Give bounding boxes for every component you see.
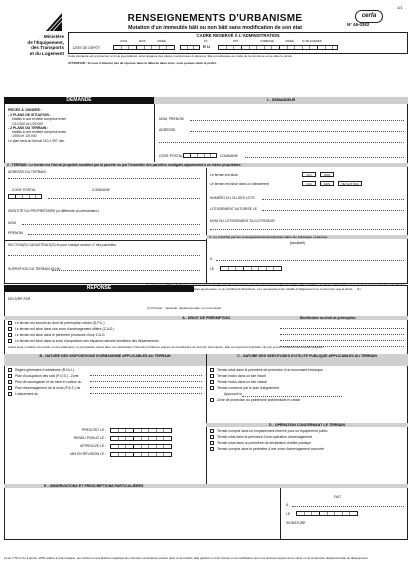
pieces-list: - 2 PLANS DE SITUATION : établis à une échelle comprise entre 1/10 000 et 1/25 000 - 2 PLANS DU TERRAIN : établis à une échelle comprise entre 1/500 et 1/5 000 Le plan sera au format 210 x 297 mm — [8, 113, 67, 143]
c-title: C - NATURE DES SERVITUDES D'UTILITÉ PUBLIQUE APPLICABLES AU TERRAIN — [206, 354, 408, 366]
checkbox[interactable] — [8, 368, 12, 372]
preemption-title: A - DROIT DE PRÉEMPTION — [4, 316, 408, 320]
lotissement-field[interactable] — [90, 393, 202, 394]
reponse-note: (1) Préciser : nationale, départementale, ou communale — [147, 306, 222, 310]
adresse-terrain-label: ADRESSE DU TERRAIN — [8, 170, 46, 174]
form-number: N° 46-0392 — [347, 22, 370, 27]
reponse-a-label: À — [286, 503, 289, 507]
nom-lotisseur-field[interactable] — [210, 229, 404, 230]
lot-ne-sait-pas-checkbox[interactable]: NE SAIT PAS — [338, 181, 362, 186]
terrain-title: 2 - TERRAIN : Le terrain est l'îlot de propriété constitué par la parcelle ou par l'ensemble des parcelles contiguës appartenant à un même propriétaire. — [4, 163, 408, 167]
d-amenagement-item: Terrain situé dans le périmètre d'une opération d'aménagement — [210, 435, 406, 441]
lot-autorise-field[interactable] — [262, 210, 404, 211]
admin-col-dept: DPT — [233, 40, 239, 43]
reponse-le-label: LE — [286, 512, 291, 516]
admin-col-year2: ANNÉE — [285, 40, 294, 43]
rendu-label: RENDU PUBLIC LE : — [73, 436, 106, 440]
psmv-field[interactable] — [90, 381, 202, 382]
d-emplacement-item: Terrain compris dans un emplacement réservé pour un équipement public — [210, 429, 406, 435]
nom-lotisseur-label: NOM OU LOTISSEMENT DU LOTISSEUR — [210, 219, 275, 223]
c-alignement-item: Terrain concerné par le plan d'alignement — [210, 386, 406, 392]
c-zppau-item: Zone de protection du patrimoine architectural et urbain — [210, 398, 406, 404]
admin-col-year: ANNÉE — [157, 40, 166, 43]
deposit-date-label: DATE DE DÉPÔT — [73, 46, 101, 50]
numero-lot-field[interactable] — [262, 199, 404, 200]
c-list — [210, 368, 406, 403]
ministry-name: Ministère de l'Équipement, des Transports et du Logement — [27, 34, 64, 56]
preemption-zad-item: Le terrain est situé dans une zone d'aménagement différé (Z.A.D.) — [8, 327, 308, 333]
admin-col-pc: PC — [204, 40, 208, 43]
superficie-field[interactable] — [52, 270, 200, 271]
sections-label: SECTION(S) CADASTRALE(S) et pour chaque section n° des parcelles — [8, 243, 117, 247]
nom-proprio-field[interactable] — [22, 224, 200, 225]
delivre-par-label: DÉLIVRÉ PAR — [8, 297, 31, 301]
demande-a-field[interactable] — [216, 260, 404, 261]
fait-label: FAIT — [334, 495, 342, 499]
beneficiaire-field-2[interactable] — [280, 334, 404, 335]
commune-terrain-label: COMMUNE — [92, 188, 110, 192]
b-pos-item: Plan d'occupation des sols (P.O.S.) - Zone — [8, 374, 204, 380]
nom-prenom-field[interactable] — [190, 120, 404, 121]
checkbox[interactable] — [8, 392, 12, 396]
reponse-title: RÉPONSE — [4, 285, 194, 292]
checkbox[interactable] — [8, 386, 12, 390]
checkbox[interactable] — [210, 386, 214, 390]
checkbox[interactable] — [8, 374, 12, 378]
c-site-classe-item: Terrain inclus dans un site classé — [210, 380, 406, 386]
identite-label: IDENTITÉ DU PROPRIÉTAIRE (si différente du demandeur) — [8, 209, 99, 213]
checkbox[interactable] — [8, 327, 12, 331]
pieces-title: PIÈCES À JOINDRE : — [8, 108, 42, 112]
reponse-date-field[interactable] — [296, 511, 358, 516]
ministry-logo-icon — [45, 12, 63, 32]
section3-title: 3 - Le contrôle par les renseignements mentionnés dans les rubriques ci-dessus — [206, 235, 408, 239]
demande-title: DEMANDE — [4, 97, 154, 104]
beneficiaire-field-3[interactable] — [280, 340, 404, 341]
admin-title: CADRE RESERVÉ À L'ADMINISTRATION — [196, 33, 280, 38]
lot-non-checkbox[interactable]: NON — [320, 181, 334, 186]
prenom-proprio-field[interactable] — [28, 234, 200, 235]
terrain-situe-label: Le terrain est situé — [210, 173, 238, 177]
numero-lot-label: NUMÉRO DU OU DES LOTS — [210, 196, 255, 200]
checkbox[interactable] — [210, 368, 214, 372]
checkbox[interactable] — [210, 435, 214, 439]
dossier-number-field[interactable] — [218, 45, 338, 50]
lot-oui-checkbox[interactable]: OUI — [302, 181, 316, 186]
approuve-date-field[interactable] — [110, 444, 172, 449]
code-postal-label: CODE POSTAL — [159, 154, 183, 158]
checkbox[interactable] — [210, 398, 214, 402]
checkbox[interactable] — [8, 380, 12, 384]
adresse-label: ADRESSE — [159, 128, 176, 132]
cerfa-logo: cerfa — [355, 10, 383, 23]
page-number: 1/1 — [397, 5, 403, 10]
checkbox[interactable] — [210, 374, 214, 378]
cp-terrain-field[interactable] — [8, 194, 42, 199]
admin-warning: ATTENTION : Si vous n'obtenez pas de réponse dans le délai de deux mois, vous pouvez saisir le préfet. — [68, 61, 217, 65]
checkbox[interactable] — [210, 441, 214, 445]
prescrit-label: PRESCRIT LE : — [81, 428, 106, 432]
checkbox[interactable] — [8, 333, 12, 337]
d-zac-item: Terrain compris dans le périmètre d'une zone d'aménagement concerté — [210, 447, 406, 453]
preemption-zad-provisoire-item: Le terrain est situé dans le périmètre provisoire d'une Z.A.D. — [8, 333, 308, 339]
b-psmv-item: Plan de sauvegarde et de mise en valeur du — [8, 380, 204, 386]
d-title: D - OPÉRATION CONCERNANT LE TERRAIN — [206, 423, 408, 427]
lot-autorise-label: LOTISSEMENT AUTORISÉ LE — [210, 207, 257, 211]
facultatif-label: (facultatif) — [290, 241, 305, 245]
superficie-label: SUPERFICIE DU TERRAIN EN M² — [8, 267, 61, 271]
form-subtitle: Mutation d'un immeuble bâti ou non bâti sans modification de son état — [128, 25, 302, 31]
demandeur-title: 1 - DEMANDEUR — [154, 97, 408, 104]
sections-field[interactable] — [8, 255, 200, 256]
pc-field[interactable] — [180, 45, 200, 50]
checkbox[interactable] — [8, 339, 12, 343]
demande-le-label: LE — [210, 267, 215, 271]
demande-date-field[interactable] — [220, 266, 282, 271]
b-rnu-item: Règles générales d'urbanisme (R.N.U.) — [8, 368, 204, 374]
rendu-date-field[interactable] — [110, 436, 172, 441]
reponse-text: Le présent certificat d'urbanisme fait état des renseignements connus à ce jour sur l'avenir immédiat du terrain. Elle constitue un simple information et ne peut en aucun cas être considérée comme une autorisation administrative quelconque, ni un certificat d'urbanisme. Les renseignements relatifs à l'alignement ne concernent que la limite ... (1) — [147, 283, 405, 291]
nom-prenom-label: NOM, PRÉNOM — [159, 117, 184, 121]
preemption-note: Avant toute mutation du terrain ou des bâtiments, le propriétaire devra faire une déclaration d'intention d'aliéner auprès du bénéficiaire du droit de préemption. Elle comportera l'indication du prix et les conditions de la vente projetée. — [8, 345, 324, 349]
e-title: E - OBSERVATIONS ET PRESCRIPTIONS PARTICULIÈRES — [4, 484, 408, 488]
nom-proprio-label: NOM — [8, 221, 16, 225]
situe-non-checkbox[interactable]: NON — [320, 172, 334, 177]
cp-terrain-label: CODE POSTAL — [12, 188, 36, 192]
footer-text: La loi n°78-17 du 6 janvier 1978 relative à l'informatique, aux fichiers et aux libertés s'applique aux données nominatives portées dans ce formulaire. Elle garantit un droit d'accès et de rectification pour ces données auprès de la mairie ou de la direction départementale de l'Équipement. — [4, 556, 369, 560]
ru-label: R U — [203, 44, 210, 49]
lotissement-label: Le terrain est situé dans un lotissement — [210, 182, 269, 186]
checkbox[interactable] — [210, 429, 214, 433]
beneficiaire-label: Bénéficiaire du droit de préemption — [300, 316, 356, 320]
b-paz-item: Plan d'aménagement de la zone (P.A.Z.) de — [8, 386, 204, 392]
d-dup-item: Terrain situé dans un périmètre de déclaration d'utilité publique — [210, 441, 406, 447]
checkbox[interactable] — [210, 447, 214, 451]
admin-col-dossier: N° DE DOSSIER — [302, 40, 322, 43]
commune-field[interactable] — [245, 157, 404, 158]
checkbox[interactable] — [210, 380, 214, 384]
demande-a-label: À — [210, 257, 213, 261]
prescrit-date-field[interactable] — [110, 428, 172, 433]
revision-label: MIS EN RÉVISION LE : — [70, 452, 106, 456]
approuve-label: APPROUVÉ LE : — [80, 444, 106, 448]
admin-col-month: MOIS — [139, 40, 146, 43]
commune-label: COMMUNE — [220, 154, 238, 158]
c-monument-item: Terrain situé dans le périmètre de protection d'un monument historique — [210, 368, 406, 374]
b-lotissement-item: Lotissement du — [8, 392, 204, 398]
c-approuve-item: Approuvé le — [224, 391, 243, 396]
commune-terrain-field[interactable] — [48, 198, 200, 199]
form-title: RENSEIGNEMENTS D'URBANISME — [127, 13, 303, 24]
preemption-ens-item: Le terrain est situé dans la zone d'acquisition des espaces naturels sensibles des départements — [8, 339, 308, 345]
reponse-a-field[interactable] — [292, 506, 404, 507]
adresse-line2-field[interactable] — [159, 142, 404, 143]
admin-col-day: JOUR — [120, 40, 128, 43]
beneficiaire-field-1[interactable] — [280, 328, 404, 329]
signature-label: SIGNATURE — [286, 521, 306, 525]
situe-oui-checkbox[interactable]: OUI — [302, 172, 316, 177]
preemption-dpu-item: Le terrain est soumis au droit de préemption urbain (D.P.U.) — [8, 321, 308, 327]
adresse-field[interactable] — [190, 131, 404, 132]
deposit-date-field[interactable] — [113, 45, 175, 50]
preemption-list — [8, 321, 308, 345]
admin-notice: Cette demande est à présenter en trois exemplaires, accompagnée des pièces mentionnées ci-dessous. Elle est adressée au maire de la commune où se situe le terrain. — [68, 54, 294, 58]
b-title: B - NATURE DES DISPOSITIONS D'URBANISME APPLICABLES AU TERRAIN — [4, 354, 206, 366]
paz-field[interactable] — [90, 387, 202, 388]
admin-col-commune: COMMUNE — [260, 40, 274, 43]
c-approuve-field[interactable] — [242, 396, 342, 397]
pos-zone-field[interactable] — [90, 375, 202, 376]
c-site-inscrit-item: Terrain inclus dans un site inscrit — [210, 374, 406, 380]
prenom-proprio-label: PRÉNOM — [8, 231, 23, 235]
code-postal-field[interactable] — [183, 153, 217, 158]
revision-date-field[interactable] — [110, 452, 172, 457]
checkbox[interactable] — [8, 321, 12, 325]
adresse-terrain-field[interactable] — [8, 178, 200, 179]
d-list — [210, 429, 406, 453]
